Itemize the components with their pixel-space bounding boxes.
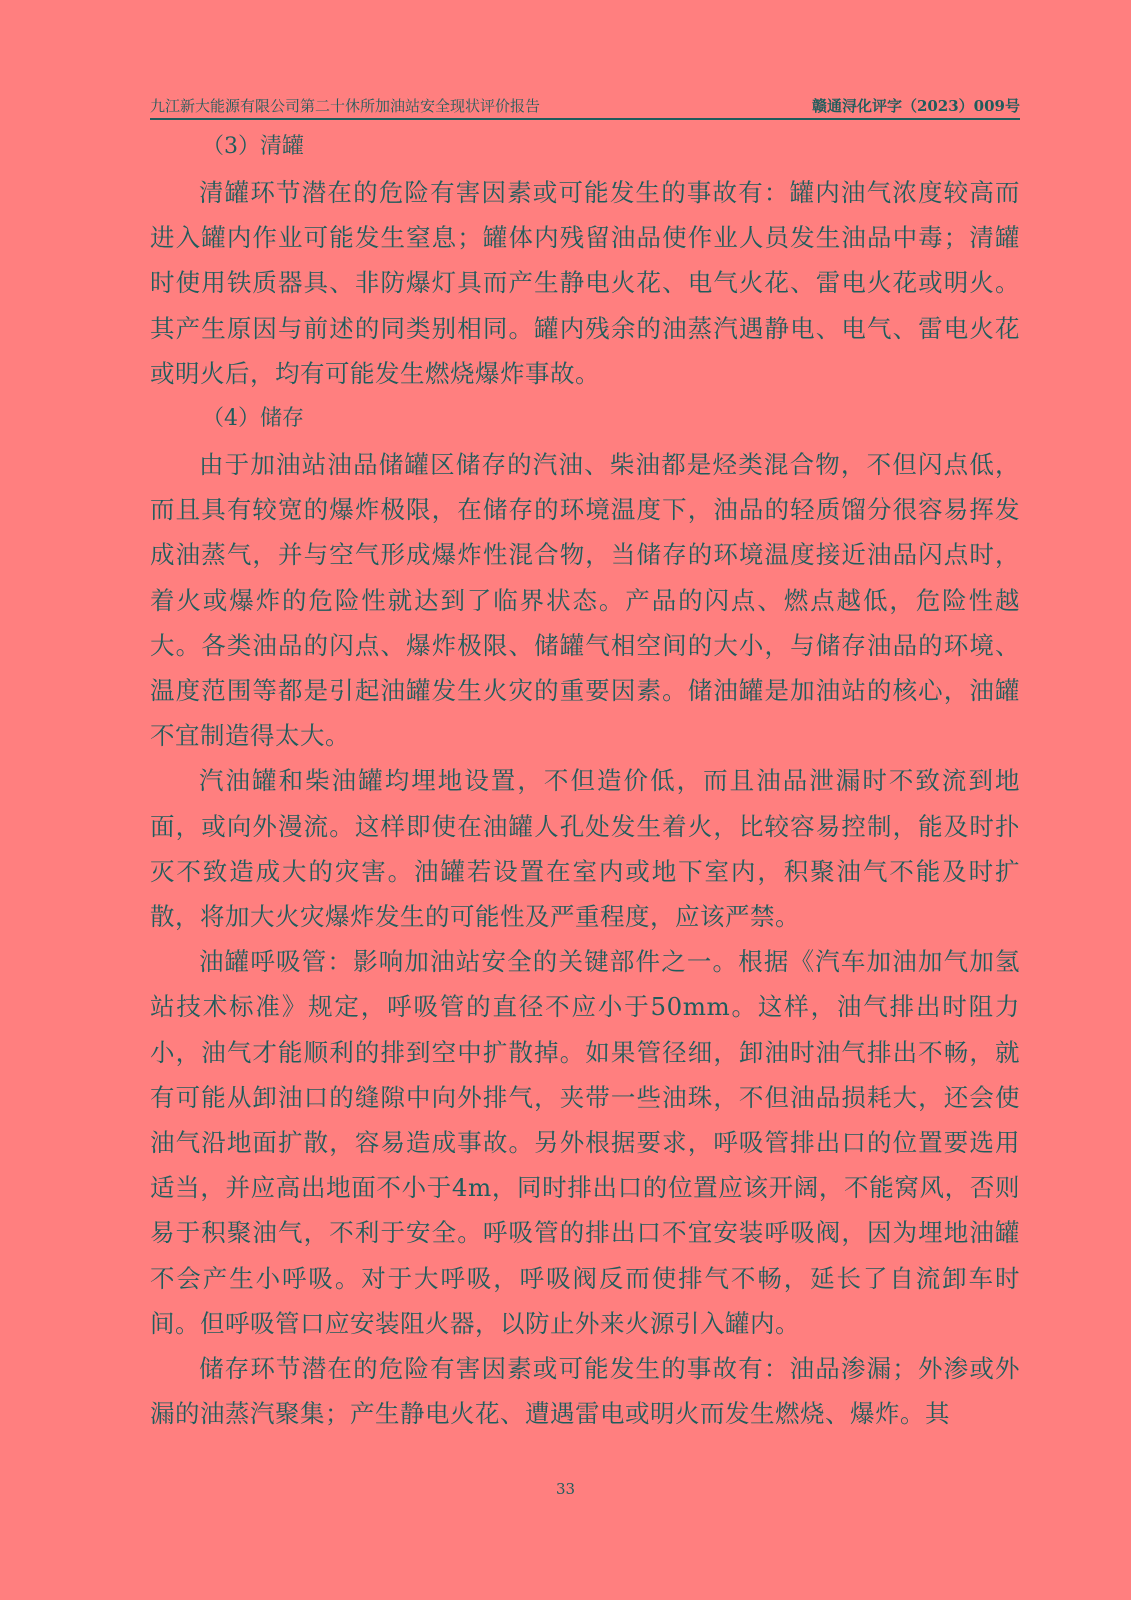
page-number: 33 [555,1480,576,1498]
header-document-number: 赣通浔化评字（2023）009号 [811,97,1020,115]
header-report-title: 九江新大能源有限公司第二十休所加油站安全现状评价报告 [150,97,541,115]
paragraph-storage-2: 汽油罐和柴油罐均埋地设置，不但造价低，而且油品泄漏时不致流到地面，或向外漫流。这样即使在油罐人孔处发生着火，比较容易控制，能及时扑灭不致造成大的灾害。油罐若设置在室内或地下室内，积聚油气不能及时扩散，将加大火灾爆炸发生的可能性及严重程度，应该严禁。 [150,766,1020,932]
paragraph-storage-4: 储存环节潜在的危险有害因素或可能发生的事故有：油品渗漏；外渗或外漏的油蒸汽聚集；产生静电火花、遭遇雷电或明火而发生燃烧、爆炸。其 [150,1354,1020,1429]
running-header [150,96,1020,120]
document-body [150,124,1020,1436]
document-page [150,96,1020,1436]
paragraph-storage-3: 油罐呼吸管：影响加油站安全的关键部件之一。根据《汽车加油加气加氢站技术标准》规定，呼吸管的直径不应小于50mm。这样，油气排出时阻力小，油气才能顺利的排到空中扩散掉。如果管径细，卸油时油气排出不畅，就有可能从卸油口的缝隙中向外排气，夹带一些油珠，不但油品损耗大，还会使油气沿地面扩散，容易造成事故。另外根据要求，呼吸管排出口的位置要选用适当，并应高出地面不小于4m，同时排出口的位置应该开阔，不能窝风，否则易于积聚油气，不利于安全。呼吸管的排出口不宜安装呼吸阀，因为埋地油罐不会产生小呼吸。对于大呼吸，呼吸阀反而使排气不畅，延长了自流卸车时间。但呼吸管口应安装阻火器，以防止外来火源引入罐内。 [150,947,1020,1338]
paragraph-tank-cleaning: 清罐环节潜在的危险有害因素或可能发生的事故有：罐内油气浓度较高而进入罐内作业可能发生窒息；罐体内残留油品使作业人员发生油品中毒；清罐时使用铁质器具、非防爆灯具而产生静电火花、电气火花、雷电火花或明火。其产生原因与前述的同类别相同。罐内残余的油蒸汽遇静电、电气、雷电火花或明火后，均有可能发生燃烧爆炸事故。 [150,178,1020,388]
paragraph-storage-1: 由于加油站油品储罐区储存的汽油、柴油都是烃类混合物，不但闪点低，而且具有较宽的爆炸极限，在储存的环境温度下，油品的轻质馏分很容易挥发成油蒸气，并与空气形成爆炸性混合物，当储存的环境温度接近油品闪点时，着火或爆炸的危险性就达到了临界状态。产品的闪点、燃点越低，危险性越大。各类油品的闪点、爆炸极限、储罐气相空间的大小，与储存油品的环境、温度范围等都是引起油罐发生火灾的重要因素。储油罐是加油站的核心，油罐不宜制造得太大。 [150,450,1020,751]
section-heading-tank-cleaning: （3）清罐 [202,134,304,159]
section-heading-storage: （4）储存 [202,406,304,432]
